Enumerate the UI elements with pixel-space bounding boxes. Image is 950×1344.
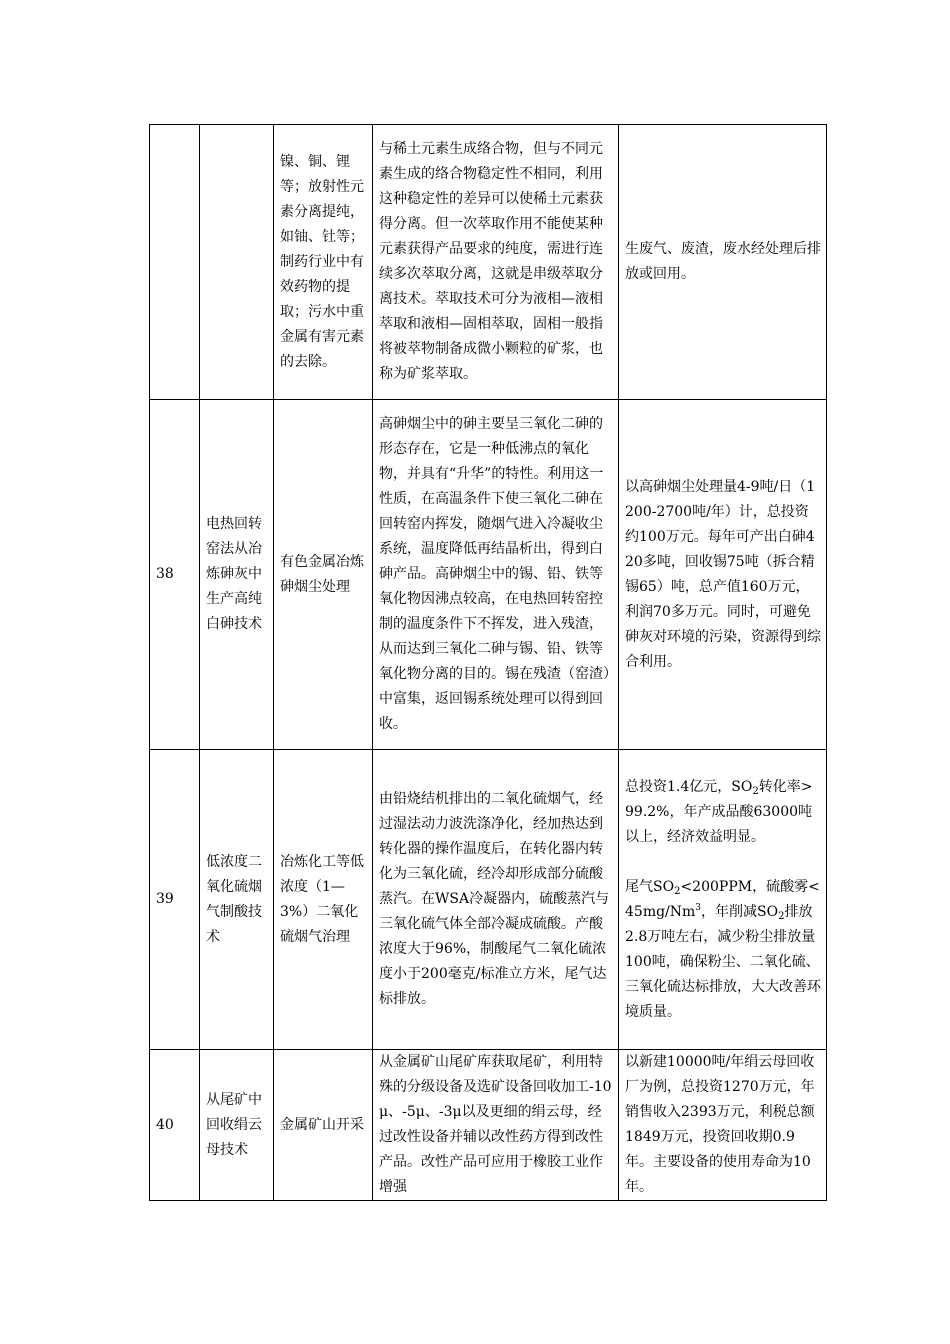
description-cell: 从金属矿山尾矿库获取尾矿，利用特殊的分级设备及选矿设备回收加工-10μ、-5μ、-3μ以及更细的绢云母，经过改性设备并辅以改性药方得到改性产品。改性产品可应用于橡胶工业作增强 xyxy=(373,1050,619,1201)
benefit-cell: 以新建10000吨/年绢云母回收厂为例，总投资1270万元，年销售收入2393万元，利税总额1849万元，投资回收期0.9年。主要设备的使用寿命为10年。 xyxy=(619,1050,827,1201)
row-number-cell: 39 xyxy=(150,750,200,1050)
description-cell: 与稀土元素生成络合物，但与不同元素生成的络合物稳定性不相同，利用这种稳定性的差异可以使稀土元素获得分离。但一次萃取作用不能使某种元素获得产品要求的纯度，需进行连续多次萃取分离，这就是串级萃取分离技术。萃取技术可分为液相—液相萃取和液相—固相萃取，固相一般指将被萃物制备成微小颗粒的矿浆，也称为矿浆萃取。 xyxy=(373,125,619,400)
benefit-cell: 以高砷烟尘处理量4-9吨/日（1200-2700吨/年）计，总投资约100万元。每年可产出白砷420多吨，回收锡75吨（拆合精锡65）吨，总产值160万元，利润70多万元。同时，可避免砷灰对环境的污染，资源得到综合利用。 xyxy=(619,400,827,750)
subscript: 2 xyxy=(778,910,785,922)
technology-name-cell: 从尾矿中回收绢云母技术 xyxy=(200,1050,274,1201)
table-row xyxy=(150,125,827,400)
technology-table xyxy=(149,124,827,1201)
table-row xyxy=(150,400,827,750)
application-scope-cell: 冶炼化工等低浓度（1—3%）二氧化硫烟气治理 xyxy=(274,750,373,1050)
table-row xyxy=(150,750,827,1050)
table-row xyxy=(150,1050,827,1201)
row-number-cell: 40 xyxy=(150,1050,200,1201)
description-cell: 由铅烧结机排出的二氧化硫烟气，经过湿法动力波洗涤净化，经加热达到转化器的操作温度后，在转化器内转化为三氧化硫，经冷却形成部分硫酸蒸汽。在WSA冷凝器内，硫酸蒸汽与三氧化硫气体全部冷凝成硫酸。产酸浓度大于96%，制酸尾气二氧化硫浓度小于200毫克/标准立方米，尾气达标排放。 xyxy=(373,750,619,1050)
description-cell: 高砷烟尘中的砷主要呈三氧化二砷的形态存在，它是一种低沸点的氧化物，并具有“升华”的特性。利用这一性质，在高温条件下使三氧化二砷在回转窑内挥发，随烟气进入冷凝收尘系统，温度降低再结晶析出，得到白砷产品。高砷烟尘中的锡、铅、铁等氧化物因沸点较高，在电热回转窑控制的温度条件下不挥发，进入残渣，从而达到三氧化二砷与锡、铅、铁等氧化物分离的目的。锡在残渣（窑渣）中富集，返回锡系统处理可以得到回收。 xyxy=(373,400,619,750)
technology-name-cell xyxy=(200,125,274,400)
benefit-cell: 生废气、废渣，废水经处理后排放或回用。 xyxy=(619,125,827,400)
subscript: 2 xyxy=(752,785,759,797)
benefit-text: 尾气SO xyxy=(625,878,675,895)
application-scope-cell: 镍、铜、锂等；放射性元素分离提纯，如铀、钍等；制药行业中有效药物的提取；污水中重金属有害元素的去除。 xyxy=(274,125,373,400)
benefit-text: 排放2.8万吨左右，减少粉尘排放量100吨，确保粉尘、二氧化硫、三氧化硫达标排放，大大改善环境质量。 xyxy=(625,903,821,1020)
technology-name-cell: 低浓度二氧化硫烟气制酸技术 xyxy=(200,750,274,1050)
benefit-text: <200PPM，硫酸雾<45mg/Nm xyxy=(625,878,820,920)
subscript: 2 xyxy=(674,885,681,897)
benefit-text: ，年削减SO xyxy=(701,903,779,920)
row-number-cell: 38 xyxy=(150,400,200,750)
benefit-text: 转化率>99.2%，年产成品酸63000吨以上，经济效益明显。 xyxy=(625,778,813,845)
superscript: 3 xyxy=(695,902,702,913)
application-scope-cell: 金属矿山开采 xyxy=(274,1050,373,1201)
benefit-text: 总投资1.4亿元，SO xyxy=(625,778,753,795)
benefit-cell xyxy=(619,750,827,1050)
application-scope-cell: 有色金属冶炼砷烟尘处理 xyxy=(274,400,373,750)
technology-name-cell: 电热回转窑法从冶炼砷灰中生产高纯白砷技术 xyxy=(200,400,274,750)
row-number-cell xyxy=(150,125,200,400)
